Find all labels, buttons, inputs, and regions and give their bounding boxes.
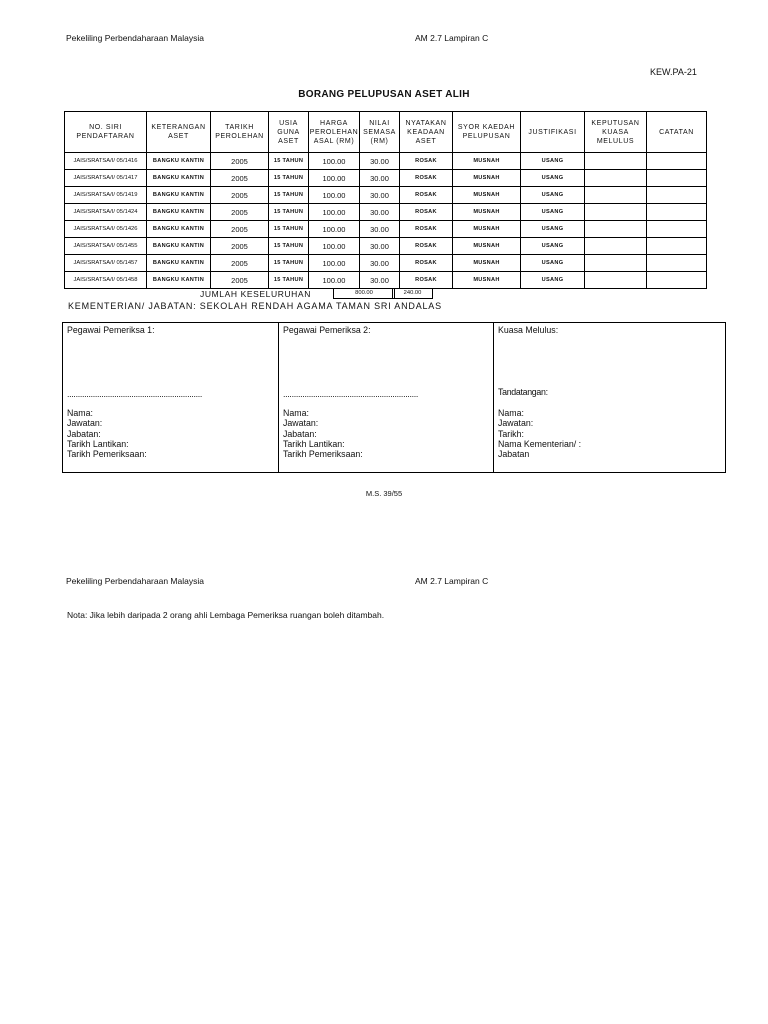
field-tarikh-pemeriksaan: Tarikh Pemeriksaan:	[283, 449, 363, 460]
col-header: SYOR KAEDAH PELUPUSAN	[453, 112, 521, 153]
cell-keterangan: BANGKU KANTIN	[147, 221, 211, 238]
cell-nilai: 30.00	[360, 170, 400, 187]
cell-keadaan: ROSAK	[400, 238, 453, 255]
col-header: JUSTIFIKASI	[521, 112, 585, 153]
cell-tarikh: 2005	[211, 221, 269, 238]
pemeriksa-1-section	[63, 323, 278, 472]
pemeriksa-1-title: Pegawai Pemeriksa 1:	[67, 325, 155, 335]
cell-catatan	[647, 272, 707, 289]
field-tarikh-pemeriksaan: Tarikh Pemeriksaan:	[67, 449, 147, 460]
field-tarikh: Tarikh:	[498, 428, 524, 439]
cell-syor: MUSNAH	[453, 170, 521, 187]
cell-harga: 100.00	[309, 187, 360, 204]
table-row	[65, 221, 707, 238]
table-header-row	[65, 112, 707, 153]
cell-syor: MUSNAH	[453, 272, 521, 289]
cell-usia: 15 TAHUN	[269, 238, 309, 255]
cell-keadaan: ROSAK	[400, 204, 453, 221]
signature-line: ...............................................................	[283, 389, 419, 399]
field-tarikh-lantikan: Tarikh Lantikan:	[67, 438, 129, 449]
cell-no-siri: JAIS/SRATSA/I/ 05/1416	[65, 153, 147, 170]
footer-left: Pekeliling Perbendaharaan Malaysia	[66, 576, 204, 586]
cell-harga: 100.00	[309, 221, 360, 238]
cell-tarikh: 2005	[211, 187, 269, 204]
header-right: AM 2.7 Lampiran C	[415, 33, 489, 43]
cell-syor: MUSNAH	[453, 255, 521, 272]
total-harga: 800.00	[333, 288, 395, 299]
cell-keterangan: BANGKU KANTIN	[147, 204, 211, 221]
col-header: KEPUTUSAN KUASA MELULUS	[585, 112, 647, 153]
table-row	[65, 272, 707, 289]
cell-keadaan: ROSAK	[400, 255, 453, 272]
cell-keterangan: BANGKU KANTIN	[147, 153, 211, 170]
cell-justifikasi: USANG	[521, 255, 585, 272]
cell-keputusan	[585, 238, 647, 255]
cell-catatan	[647, 238, 707, 255]
cell-keterangan: BANGKU KANTIN	[147, 255, 211, 272]
cell-usia: 15 TAHUN	[269, 153, 309, 170]
cell-tarikh: 2005	[211, 153, 269, 170]
cell-keterangan: BANGKU KANTIN	[147, 238, 211, 255]
cell-harga: 100.00	[309, 272, 360, 289]
signature-line: ...............................................................	[67, 389, 203, 399]
cell-syor: MUSNAH	[453, 204, 521, 221]
cell-usia: 15 TAHUN	[269, 187, 309, 204]
cell-keadaan: ROSAK	[400, 153, 453, 170]
cell-usia: 15 TAHUN	[269, 272, 309, 289]
pemeriksa-2-title: Pegawai Pemeriksa 2:	[283, 325, 371, 335]
cell-catatan	[647, 255, 707, 272]
col-header: NILAI SEMASA (RM)	[360, 112, 400, 153]
cell-nilai: 30.00	[360, 204, 400, 221]
cell-no-siri: JAIS/SRATSA/I/ 05/1426	[65, 221, 147, 238]
cell-harga: 100.00	[309, 204, 360, 221]
kuasa-melulus-section	[493, 323, 725, 472]
cell-syor: MUSNAH	[453, 221, 521, 238]
cell-no-siri: JAIS/SRATSA/I/ 05/1457	[65, 255, 147, 272]
field-nama: Nama:	[67, 408, 93, 418]
cell-no-siri: JAIS/SRATSA/I/ 05/1424	[65, 204, 147, 221]
form-title: BORANG PELUPUSAN ASET ALIH	[298, 89, 470, 100]
cell-usia: 15 TAHUN	[269, 170, 309, 187]
total-label: JUMLAH KESELURUHAN	[200, 289, 311, 299]
table-row	[65, 238, 707, 255]
cell-syor: MUSNAH	[453, 238, 521, 255]
kuasa-melulus-title: Kuasa Melulus:	[498, 325, 559, 335]
cell-catatan	[647, 204, 707, 221]
tandatangan-label: Tandatangan:	[498, 387, 548, 397]
cell-justifikasi: USANG	[521, 153, 585, 170]
cell-usia: 15 TAHUN	[269, 255, 309, 272]
cell-harga: 100.00	[309, 255, 360, 272]
cell-no-siri: JAIS/SRATSA/I/ 05/1419	[65, 187, 147, 204]
cell-keputusan	[585, 204, 647, 221]
field-nama: Nama:	[283, 408, 309, 418]
header-left: Pekeliling Perbendaharaan Malaysia	[66, 33, 204, 43]
col-header: CATATAN	[647, 112, 707, 153]
cell-keterangan: BANGKU KANTIN	[147, 272, 211, 289]
cell-nilai: 30.00	[360, 187, 400, 204]
cell-catatan	[647, 221, 707, 238]
cell-harga: 100.00	[309, 238, 360, 255]
cell-justifikasi: USANG	[521, 170, 585, 187]
cell-keadaan: ROSAK	[400, 272, 453, 289]
field-jawatan: Jawatan:	[67, 418, 103, 429]
field-tarikh-lantikan: Tarikh Lantikan:	[283, 438, 345, 449]
table-row	[65, 255, 707, 272]
cell-syor: MUSNAH	[453, 187, 521, 204]
cell-catatan	[647, 187, 707, 204]
cell-harga: 100.00	[309, 153, 360, 170]
form-code: KEW.PA-21	[650, 67, 697, 77]
cell-nilai: 30.00	[360, 238, 400, 255]
cell-keputusan	[585, 153, 647, 170]
cell-keputusan	[585, 255, 647, 272]
cell-catatan	[647, 170, 707, 187]
cell-justifikasi: USANG	[521, 187, 585, 204]
kementerian-line: KEMENTERIAN/ JABATAN: SEKOLAH RENDAH AGAMA TAMAN SRI ANDALAS	[68, 301, 442, 311]
cell-keputusan	[585, 221, 647, 238]
cell-keadaan: ROSAK	[400, 221, 453, 238]
cell-keputusan	[585, 272, 647, 289]
col-header: HARGA PEROLEHAN ASAL (RM)	[309, 112, 360, 153]
cell-justifikasi: USANG	[521, 272, 585, 289]
cell-no-siri: JAIS/SRATSA/I/ 05/1417	[65, 170, 147, 187]
col-header: USIA GUNA ASET	[269, 112, 309, 153]
pemeriksa-2-section	[278, 323, 493, 472]
signature-box	[62, 322, 726, 473]
field-jabatan: Jabatan:	[67, 428, 101, 439]
col-header: NO. SIRI PENDAFTARAN	[65, 112, 147, 153]
cell-tarikh: 2005	[211, 255, 269, 272]
cell-catatan	[647, 153, 707, 170]
cell-nilai: 30.00	[360, 255, 400, 272]
cell-justifikasi: USANG	[521, 204, 585, 221]
cell-tarikh: 2005	[211, 204, 269, 221]
table-row	[65, 204, 707, 221]
total-nilai: 240.00	[392, 288, 433, 299]
cell-keadaan: ROSAK	[400, 170, 453, 187]
table-row	[65, 187, 707, 204]
cell-usia: 15 TAHUN	[269, 204, 309, 221]
col-header: NYATAKAN KEADAAN ASET	[400, 112, 453, 153]
field-jawatan: Jawatan:	[498, 418, 534, 429]
cell-tarikh: 2005	[211, 170, 269, 187]
cell-harga: 100.00	[309, 170, 360, 187]
cell-keputusan	[585, 170, 647, 187]
cell-keadaan: ROSAK	[400, 187, 453, 204]
field-jawatan: Jawatan:	[283, 418, 319, 429]
cell-nilai: 30.00	[360, 221, 400, 238]
field-nama: Nama:	[498, 408, 524, 418]
field-nama-kementerian: Nama Kementerian/ :	[498, 438, 582, 449]
col-header: TARIKH PEROLEHAN	[211, 112, 269, 153]
cell-nilai: 30.00	[360, 272, 400, 289]
footer-right: AM 2.7 Lampiran C	[415, 576, 489, 586]
cell-justifikasi: USANG	[521, 238, 585, 255]
cell-keterangan: BANGKU KANTIN	[147, 187, 211, 204]
note-text: Nota: Jika lebih daripada 2 orang ahli Lembaga Pemeriksa ruangan boleh ditambah.	[67, 610, 385, 620]
asset-table	[64, 111, 707, 289]
cell-keputusan	[585, 187, 647, 204]
cell-no-siri: JAIS/SRATSA/I/ 05/1455	[65, 238, 147, 255]
cell-usia: 15 TAHUN	[269, 221, 309, 238]
cell-keterangan: BANGKU KANTIN	[147, 170, 211, 187]
col-header: KETERANGAN ASET	[147, 112, 211, 153]
table-row	[65, 153, 707, 170]
cell-tarikh: 2005	[211, 272, 269, 289]
field-jabatan: Jabatan:	[283, 428, 317, 439]
field-jabatan: Jabatan	[498, 449, 530, 460]
cell-syor: MUSNAH	[453, 153, 521, 170]
cell-no-siri: JAIS/SRATSA/I/ 05/1458	[65, 272, 147, 289]
cell-justifikasi: USANG	[521, 221, 585, 238]
cell-nilai: 30.00	[360, 153, 400, 170]
table-row	[65, 170, 707, 187]
cell-tarikh: 2005	[211, 238, 269, 255]
page-number: M.S. 39/55	[365, 489, 403, 498]
